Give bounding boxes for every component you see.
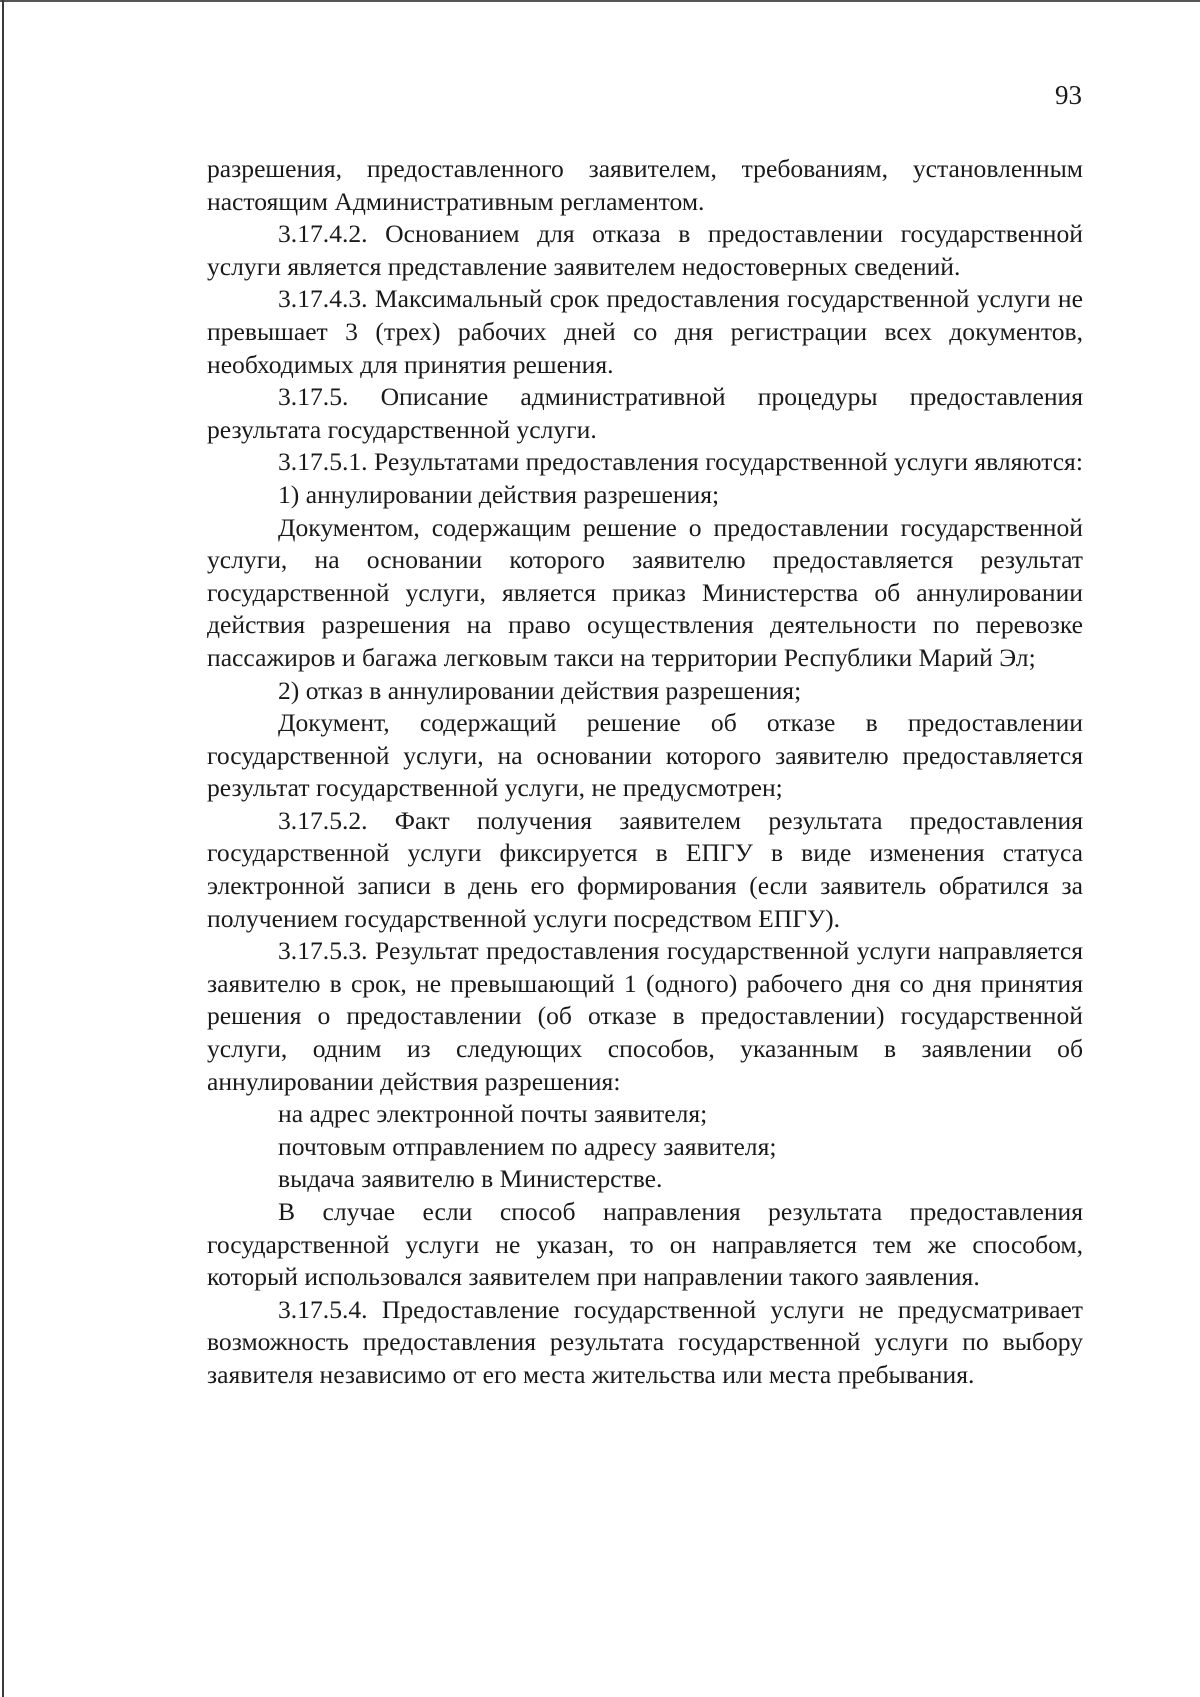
- list-item: выдача заявителю в Министерстве.: [278, 1164, 663, 1194]
- paragraph: 3.17.5.1. Результатами предоставления государственной услуги являются:: [278, 447, 1083, 477]
- paragraph: 3.17.5.2. Факт получения заявителем результата предоставления государственной услуги фиксируется в ЕПГУ в виде изменения статуса электронной записи в день его формирования (если заявитель обратился за получением государственной услуги посредством ЕПГУ).: [207, 805, 1083, 933]
- paragraph: 3.17.5.3. Результат предоставления государственной услуги направляется заявителю в срок, не превышающий 1 (одного) рабочего дня со дня принятия решения о предоставлении (об отказе в предоставлении) государственной услуги, одним из следующих способов, указанным в заявлении об аннулировании действия разрешения:: [207, 936, 1083, 1096]
- paragraph: Документом, содержащим решение о предоставлении государственной услуги, на основании которого заявителю предоставляется результат государственной услуги, является приказ Министерства об аннулировании действия разрешения на право осуществления деятельности по перевозке пассажиров и багажа легковым такси на территории Республики Марий Эл;: [207, 512, 1083, 672]
- list-item: на адрес электронной почты заявителя;: [278, 1099, 708, 1129]
- scan-edge-top: [0, 0, 1200, 2]
- document-body: [207, 153, 1083, 1392]
- paragraph: 3.17.4.2. Основанием для отказа в предоставлении государственной услуги является представление заявителем недостоверных сведений.: [207, 219, 1083, 281]
- paragraph: 3.17.4.3. Максимальный срок предоставления государственной услуги не превышает 3 (трех) рабочих дней со дня регистрации всех документов, необходимых для принятия решения.: [207, 284, 1083, 379]
- scan-edge-left: [2, 0, 4, 1697]
- list-item: 1) аннулировании действия разрешения;: [278, 479, 720, 509]
- paragraph: В случае если способ направления результата предоставления государственной услуги не указан, то он направляется тем же способом, который использовался заявителем при направлении такого заявления.: [207, 1197, 1083, 1292]
- paragraph: Документ, содержащий решение об отказе в предоставлении государственной услуги, на основании которого заявителю предоставляется результат государственной услуги, не предусмотрен;: [207, 708, 1083, 803]
- paragraph: 3.17.5. Описание административной процедуры предоставления результата государственной услуги.: [207, 382, 1083, 444]
- paragraph: разрешения, предоставленного заявителем, требованиям, установленным настоящим Административным регламентом.: [207, 154, 1083, 216]
- list-item: 2) отказ в аннулировании действия разрешения;: [278, 675, 802, 705]
- page-number: 93: [1055, 80, 1082, 110]
- list-item: почтовым отправлением по адресу заявителя;: [278, 1131, 777, 1161]
- paragraph: 3.17.5.4. Предоставление государственной услуги не предусматривает возможность предоставления результата государственной услуги по выбору заявителя независимо от его места жительства или места пребывания.: [207, 1294, 1083, 1389]
